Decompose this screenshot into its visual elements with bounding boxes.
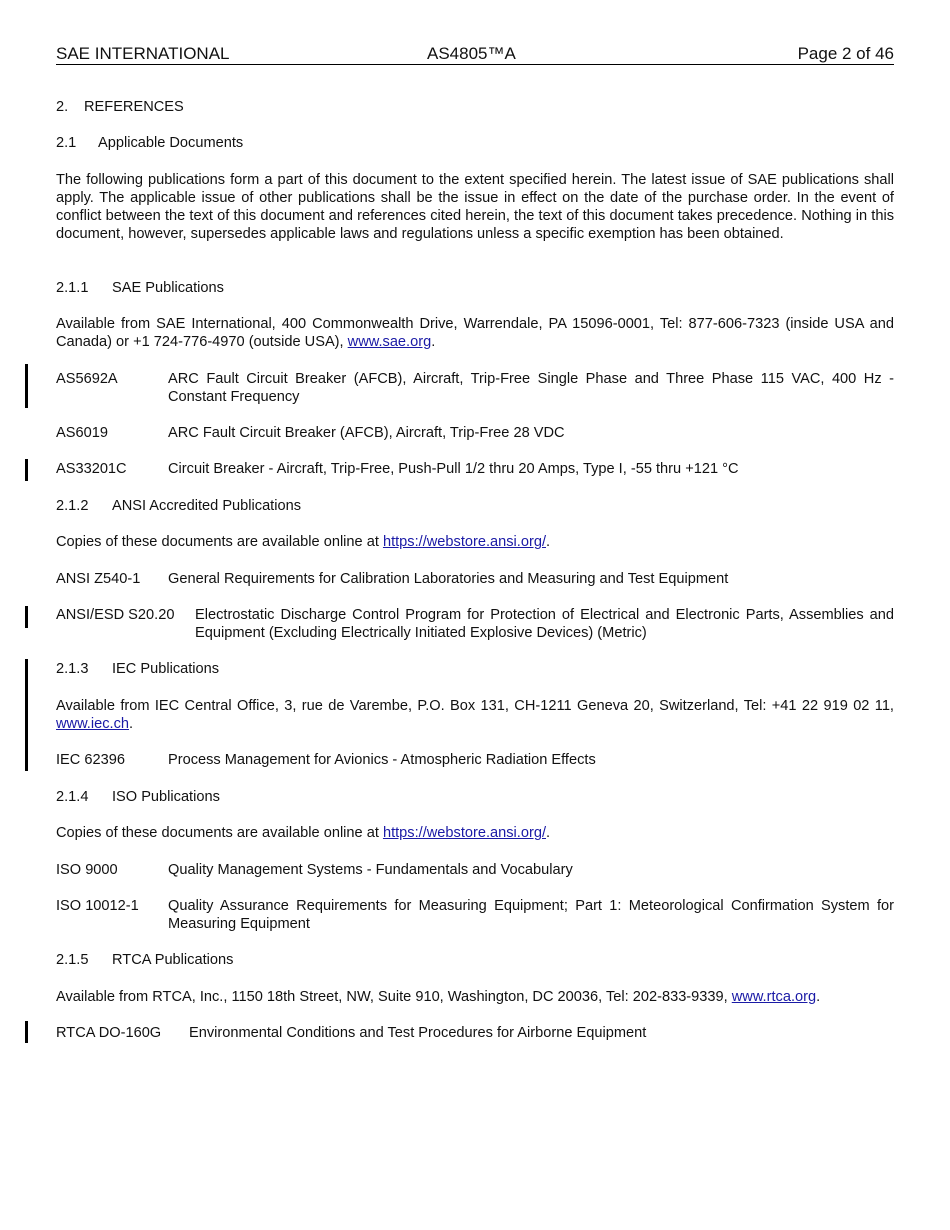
reference-title: ARC Fault Circuit Breaker (AFCB), Aircraft, Trip-Free 28 VDC bbox=[168, 425, 565, 441]
reference-title: Process Management for Avionics - Atmospheric Radiation Effects bbox=[168, 752, 596, 768]
section-heading bbox=[56, 951, 233, 969]
section-heading bbox=[56, 788, 220, 806]
iec-link[interactable]: www.iec.ch bbox=[56, 716, 129, 732]
section-number: 2.1.5 bbox=[56, 952, 89, 968]
reference-code: AS6019 bbox=[56, 425, 108, 441]
reference-title: Environmental Conditions and Test Procedures for Airborne Equipment bbox=[189, 1025, 647, 1041]
header-org: SAE INTERNATIONAL bbox=[56, 44, 230, 63]
paragraph: The following publications form a part of this document to the extent specified herein. The latest issue of SAE publications shall apply. The applicable issue of other publications shall be the issue in effect on the date of the purchase order. In the event of conflict between the text of this document and references cited herein, the text of this document takes precedence. Nothing in this document, however, supersedes applicable laws and regulations unless a specific exemption has been obtained. bbox=[56, 172, 894, 242]
section-heading bbox=[56, 98, 184, 116]
period: . bbox=[816, 989, 821, 1005]
section-title: ANSI Accredited Publications bbox=[112, 498, 302, 514]
reference-entry bbox=[56, 370, 894, 406]
change-bar bbox=[25, 606, 28, 628]
reference-code: AS5692A bbox=[56, 371, 118, 387]
section-title: REFERENCES bbox=[84, 99, 184, 115]
reference-entry bbox=[56, 861, 894, 879]
reference-code: ANSI/ESD S20.20 bbox=[56, 607, 175, 623]
reference-code: IEC 62396 bbox=[56, 752, 125, 768]
period: . bbox=[546, 825, 551, 841]
section-title: Applicable Documents bbox=[98, 135, 244, 151]
reference-code: ISO 10012-1 bbox=[56, 898, 139, 914]
availability-paragraph bbox=[56, 315, 894, 351]
period: . bbox=[546, 534, 551, 550]
availability-text: Copies of these documents are available online at bbox=[56, 534, 383, 550]
availability-text: Available from SAE International, 400 Commonwealth Drive, Warrendale, PA 15096-0001, Tel: 877-606-7323 (inside USA and Canada) or +1 724-776-4970 (outside USA), bbox=[56, 316, 894, 350]
change-bar bbox=[25, 364, 28, 408]
availability-paragraph bbox=[56, 697, 894, 733]
header-doc-id: AS4805™A bbox=[427, 44, 516, 63]
availability-text: Copies of these documents are available online at bbox=[56, 825, 383, 841]
section-title: IEC Publications bbox=[112, 661, 220, 677]
section-number: 2.1 bbox=[56, 135, 77, 151]
reference-entry bbox=[56, 460, 894, 478]
reference-entry bbox=[56, 751, 894, 769]
reference-entry bbox=[56, 606, 894, 642]
reference-entry bbox=[56, 897, 894, 933]
section-title: ISO Publications bbox=[112, 789, 220, 805]
reference-title: Quality Management Systems - Fundamentals and Vocabulary bbox=[168, 862, 573, 878]
section-heading bbox=[56, 134, 243, 152]
period: . bbox=[129, 716, 134, 732]
reference-title: Quality Assurance Requirements for Measuring Equipment; Part 1: Meteorological Confirmation System for Measuring Equipment bbox=[168, 898, 894, 932]
section-number: 2.1.4 bbox=[56, 789, 89, 805]
ansi-webstore-link[interactable]: https://webstore.ansi.org/ bbox=[382, 534, 546, 550]
section-number: 2.1.3 bbox=[56, 661, 89, 677]
page-header bbox=[56, 44, 894, 65]
reference-entry bbox=[56, 1024, 894, 1042]
reference-code: ANSI Z540-1 bbox=[56, 571, 141, 587]
availability-paragraph bbox=[56, 533, 894, 551]
section-heading bbox=[56, 497, 301, 515]
period: . bbox=[431, 334, 436, 350]
reference-code: RTCA DO-160G bbox=[56, 1025, 162, 1041]
reference-code: AS33201C bbox=[56, 461, 127, 477]
reference-title: Circuit Breaker - Aircraft, Trip-Free, Push-Pull 1/2 thru 20 Amps, Type I, -55 thru +121 °C bbox=[168, 461, 739, 477]
availability-paragraph bbox=[56, 988, 894, 1006]
section-title: SAE Publications bbox=[112, 280, 224, 296]
change-bar bbox=[25, 1021, 28, 1043]
section-number: 2. bbox=[56, 99, 69, 115]
sae-link[interactable]: www.sae.org bbox=[347, 334, 432, 350]
availability-text: Available from RTCA, Inc., 1150 18th Street, NW, Suite 910, Washington, DC 20036, Tel: 202-833-9339, bbox=[56, 989, 732, 1005]
section-heading bbox=[56, 279, 224, 297]
section-number: 2.1.2 bbox=[56, 498, 89, 514]
reference-title: General Requirements for Calibration Laboratories and Measuring and Test Equipment bbox=[168, 571, 729, 587]
section-title: RTCA Publications bbox=[112, 952, 234, 968]
reference-title: Electrostatic Discharge Control Program for Protection of Electrical and Electronic Parts, Assemblies and Equipment (Excluding Electrically Initiated Explosive Devices) (Metric) bbox=[195, 607, 894, 641]
change-bar bbox=[25, 659, 28, 771]
reference-entry bbox=[56, 424, 894, 442]
change-bar bbox=[25, 459, 28, 481]
rtca-link[interactable]: www.rtca.org bbox=[731, 989, 817, 1005]
section-heading bbox=[56, 660, 219, 678]
reference-title: ARC Fault Circuit Breaker (AFCB), Aircraft, Trip-Free Single Phase and Three Phase 115 VAC, 400 Hz - Constant Frequency bbox=[168, 371, 894, 405]
section-number: 2.1.1 bbox=[56, 280, 89, 296]
ansi-webstore-link[interactable]: https://webstore.ansi.org/ bbox=[382, 825, 546, 841]
reference-entry bbox=[56, 570, 894, 588]
reference-code: ISO 9000 bbox=[56, 862, 118, 878]
header-page-number: Page 2 of 46 bbox=[797, 44, 894, 63]
availability-text: Available from IEC Central Office, 3, rue de Varembe, P.O. Box 131, CH-1211 Geneva 20, Switzerland, Tel: +41 22 919 02 11, bbox=[56, 698, 894, 714]
availability-paragraph bbox=[56, 824, 894, 842]
